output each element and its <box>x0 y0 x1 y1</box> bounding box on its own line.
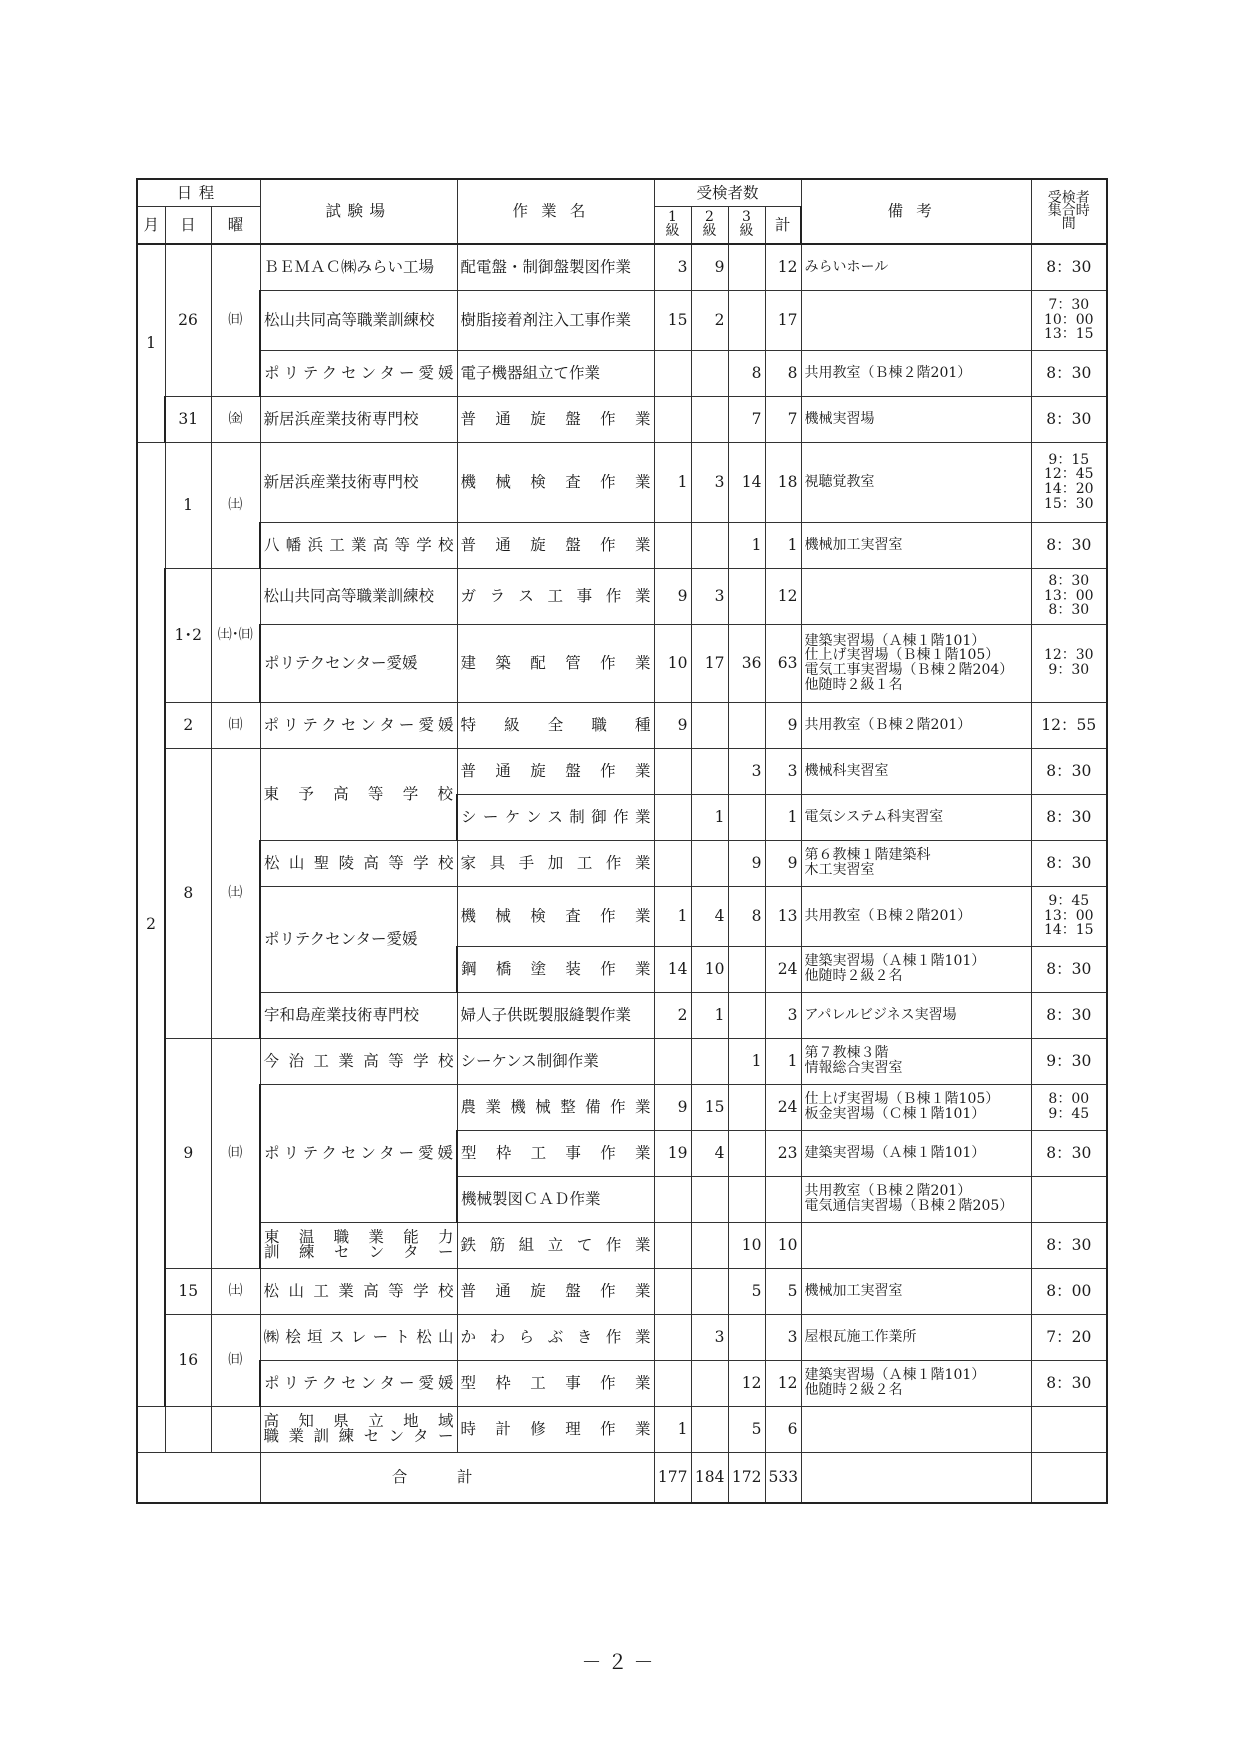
count-total: 9 <box>765 702 801 748</box>
count-g1: 14 <box>654 946 691 992</box>
day-header: 日 <box>165 206 211 244</box>
note-cell: 建築実習場（Ａ棟１階101） 仕上げ実習場（Ｂ棟１階105） 電気工事実習場（Ｂ棟２階204） 他随時２級１名 <box>801 624 1031 702</box>
table-row <box>137 350 1107 396</box>
count-g2: 3 <box>691 442 728 522</box>
count-g3: 5 <box>728 1268 765 1314</box>
day-cell: 9 <box>165 1038 211 1268</box>
count-total: 63 <box>765 624 801 702</box>
total-grade1: 177 <box>654 1452 691 1503</box>
totals-blank <box>137 1452 260 1503</box>
weekday-cell <box>211 1406 260 1452</box>
count-g1: 1 <box>654 886 691 946</box>
count-g3: 36 <box>728 624 765 702</box>
count-g2 <box>691 396 728 442</box>
task-cell: ガラス工事作業 <box>457 568 654 624</box>
grade3-header <box>728 206 765 244</box>
month-cell <box>137 1406 165 1452</box>
venue-header: 試験場 <box>260 179 457 244</box>
note-cell <box>801 568 1031 624</box>
note-cell <box>801 290 1031 350</box>
note-cell: 共用教室（Ｂ棟２階201） 電気通信実習場（Ｂ棟２階205） <box>801 1176 1031 1222</box>
task-cell: 配電盤・制御盤製図作業 <box>457 244 654 290</box>
time-cell: 8：30 <box>1031 946 1107 992</box>
venue-cell: 新居浜産業技術専門校 <box>260 442 457 522</box>
count-g2: 9 <box>691 244 728 290</box>
task-cell: 時計修理作業 <box>457 1406 654 1452</box>
count-g1 <box>654 1360 691 1406</box>
table-row <box>137 992 1107 1038</box>
venue-cell: 松山工業高等学校 <box>260 1268 457 1314</box>
note-cell: 共用教室（Ｂ棟２階201） <box>801 350 1031 396</box>
count-total: 8 <box>765 350 801 396</box>
schedule-body <box>137 244 1107 1452</box>
note-cell: 機械加工実習室 <box>801 522 1031 568</box>
time-cell: 8：30 <box>1031 992 1107 1038</box>
weekday-cell: ㈯ <box>211 442 260 568</box>
count-g1 <box>654 350 691 396</box>
note-cell <box>801 1222 1031 1268</box>
note-cell: 仕上げ実習場（Ｂ棟１階105） 板金実習場（Ｃ棟１階101） <box>801 1084 1031 1130</box>
note-cell: アパレルビジネス実習場 <box>801 992 1031 1038</box>
table-row <box>137 1222 1107 1268</box>
task-cell: 電子機器組立て作業 <box>457 350 654 396</box>
count-g2: 15 <box>691 1084 728 1130</box>
time-cell: 12：55 <box>1031 702 1107 748</box>
totals-label: 合計 <box>260 1452 654 1503</box>
count-g2: 17 <box>691 624 728 702</box>
count-total: 6 <box>765 1406 801 1452</box>
count-g3: 8 <box>728 886 765 946</box>
day-cell: 8 <box>165 748 211 1038</box>
venue-cell: ポリテクセンター愛媛 <box>260 702 457 748</box>
page-number: －２－ <box>581 1650 660 1674</box>
totals-row <box>137 1452 1107 1503</box>
task-cell: 鉄筋組立て作業 <box>457 1222 654 1268</box>
count-g1 <box>654 396 691 442</box>
count-g3 <box>728 702 765 748</box>
count-g2 <box>691 1222 728 1268</box>
day-cell: 15 <box>165 1268 211 1314</box>
examinees-header: 受検者数 <box>654 179 801 206</box>
count-total: 10 <box>765 1222 801 1268</box>
weekday-header: 曜 <box>211 206 260 244</box>
note-cell: 視聴覚教室 <box>801 442 1031 522</box>
note-cell: 建築実習場（Ａ棟１階101） 他随時２級２名 <box>801 946 1031 992</box>
count-g3 <box>728 992 765 1038</box>
count-total: 12 <box>765 1360 801 1406</box>
count-g3: 9 <box>728 840 765 886</box>
note-cell: 機械実習場 <box>801 396 1031 442</box>
count-total: 23 <box>765 1130 801 1176</box>
time-cell: 8：30 <box>1031 748 1107 794</box>
note-header: 備考 <box>801 179 1031 244</box>
weekday-cell: ㈯ <box>211 748 260 1038</box>
table-row <box>137 1314 1107 1360</box>
venue-cell: ポリテクセンター愛媛 <box>260 624 457 702</box>
total-header: 計 <box>765 206 801 244</box>
venue-cell: 今治工業高等学校 <box>260 1038 457 1084</box>
day-cell <box>165 1406 211 1452</box>
table-row <box>137 886 1107 946</box>
day-cell: 2 <box>165 702 211 748</box>
task-cell: シーケンス制御作業 <box>457 1038 654 1084</box>
table-row <box>137 244 1107 290</box>
month-cell: 2 <box>137 442 165 1406</box>
count-g2 <box>691 1176 728 1222</box>
grade2-header <box>691 206 728 244</box>
count-total: 9 <box>765 840 801 886</box>
note-cell: みらいホール <box>801 244 1031 290</box>
task-cell: 建築配管作業 <box>457 624 654 702</box>
weekday-cell: ㈰ <box>211 1038 260 1268</box>
count-g1 <box>654 1222 691 1268</box>
count-g2 <box>691 840 728 886</box>
time-cell: 8：30 <box>1031 1130 1107 1176</box>
time-cell: 8：30 <box>1031 840 1107 886</box>
count-g3 <box>728 1314 765 1360</box>
count-g3 <box>728 1084 765 1130</box>
count-total: 3 <box>765 992 801 1038</box>
note-cell: 共用教室（Ｂ棟２階201） <box>801 886 1031 946</box>
table-row <box>137 1038 1107 1084</box>
time-cell: 8：30 13：00 8：30 <box>1031 568 1107 624</box>
task-cell: 機械検査作業 <box>457 886 654 946</box>
table-row <box>137 396 1107 442</box>
task-cell: 特級全職種 <box>457 702 654 748</box>
note-cell: 建築実習場（Ａ棟１階101） 他随時２級２名 <box>801 1360 1031 1406</box>
grand-total: 533 <box>765 1452 801 1503</box>
month-cell: 1 <box>137 244 165 442</box>
task-cell: 機械検査作業 <box>457 442 654 522</box>
note-cell <box>801 1406 1031 1452</box>
month-header: 月 <box>137 206 165 244</box>
venue-cell: 新居浜産業技術専門校 <box>260 396 457 442</box>
count-g2: 4 <box>691 886 728 946</box>
count-g3: 14 <box>728 442 765 522</box>
count-total: 1 <box>765 522 801 568</box>
task-cell: 型枠工事作業 <box>457 1130 654 1176</box>
count-g1: 9 <box>654 1084 691 1130</box>
assembly-header-text: 受検者集合時間 <box>1047 189 1090 233</box>
venue-cell: 松山共同高等職業訓練校 <box>260 290 457 350</box>
time-cell: 8：00 <box>1031 1268 1107 1314</box>
table-row <box>137 1084 1107 1130</box>
count-g2: 2 <box>691 290 728 350</box>
count-total: 7 <box>765 396 801 442</box>
count-g3 <box>728 568 765 624</box>
task-cell: 型枠工事作業 <box>457 1360 654 1406</box>
task-cell: 普通旋盤作業 <box>457 748 654 794</box>
count-g1: 9 <box>654 702 691 748</box>
grade2-label: 2級 <box>702 209 717 239</box>
time-cell: 8：30 <box>1031 794 1107 840</box>
count-total: 3 <box>765 1314 801 1360</box>
exam-schedule-table <box>136 178 1108 1504</box>
count-total: 5 <box>765 1268 801 1314</box>
count-g2 <box>691 748 728 794</box>
time-cell: 7：30 10：00 13：15 <box>1031 290 1107 350</box>
count-total: 18 <box>765 442 801 522</box>
table-row <box>137 1406 1107 1452</box>
venue-cell: ㈱桧垣スレート松山 <box>260 1314 457 1360</box>
venue-cell: 東温職業能力 訓練センター <box>260 1222 457 1268</box>
count-g3 <box>728 946 765 992</box>
count-g2 <box>691 702 728 748</box>
count-total: 24 <box>765 946 801 992</box>
task-cell: かわらぶき作業 <box>457 1314 654 1360</box>
task-cell: 普通旋盤作業 <box>457 396 654 442</box>
count-g1 <box>654 1176 691 1222</box>
count-g2 <box>691 522 728 568</box>
venue-cell: ポリテクセンター愛媛 <box>260 1084 457 1222</box>
count-total: 3 <box>765 748 801 794</box>
count-total: 1 <box>765 794 801 840</box>
count-g2 <box>691 1038 728 1084</box>
table-row <box>137 568 1107 624</box>
task-cell: 機械製図ＣＡＤ作業 <box>457 1176 654 1222</box>
count-g2 <box>691 1360 728 1406</box>
weekday-cell: ㈮ <box>211 396 260 442</box>
table-row <box>137 1268 1107 1314</box>
note-cell: 電気システム科実習室 <box>801 794 1031 840</box>
task-cell: シーケンス制御作業 <box>457 794 654 840</box>
count-g3: 5 <box>728 1406 765 1452</box>
day-cell: 26 <box>165 244 211 396</box>
count-g1 <box>654 794 691 840</box>
count-g3: 1 <box>728 1038 765 1084</box>
task-cell: 普通旋盤作業 <box>457 522 654 568</box>
task-cell: 普通旋盤作業 <box>457 1268 654 1314</box>
count-g3: 1 <box>728 522 765 568</box>
day-cell: 16 <box>165 1314 211 1406</box>
grade3-label: 3級 <box>739 209 754 239</box>
weekday-cell: ㈰ <box>211 244 260 396</box>
totals-note-blank <box>801 1452 1031 1503</box>
time-cell <box>1031 1406 1107 1452</box>
count-g2: 1 <box>691 992 728 1038</box>
note-cell: 共用教室（Ｂ棟２階201） <box>801 702 1031 748</box>
table-row <box>137 1360 1107 1406</box>
count-g1 <box>654 840 691 886</box>
time-cell: 9：15 12：45 14：20 15：30 <box>1031 442 1107 522</box>
note-cell: 機械科実習室 <box>801 748 1031 794</box>
count-total: 1 <box>765 1038 801 1084</box>
venue-cell: ポリテクセンター愛媛 <box>260 350 457 396</box>
count-g1: 1 <box>654 1406 691 1452</box>
assembly-header <box>1031 179 1107 244</box>
time-cell: 8：30 <box>1031 396 1107 442</box>
venue-cell: 宇和島産業技術専門校 <box>260 992 457 1038</box>
count-g3 <box>728 244 765 290</box>
time-cell: 8：30 <box>1031 350 1107 396</box>
count-g3 <box>728 290 765 350</box>
count-total: 12 <box>765 244 801 290</box>
weekday-cell: ㈰ <box>211 1314 260 1406</box>
count-g1: 15 <box>654 290 691 350</box>
table-row <box>137 522 1107 568</box>
task-cell: 農業機械整備作業 <box>457 1084 654 1130</box>
note-cell: 第６教棟１階建築科 木工実習室 <box>801 840 1031 886</box>
time-cell: 8：30 <box>1031 522 1107 568</box>
time-cell: 9：45 13：00 14：15 <box>1031 886 1107 946</box>
count-g2: 4 <box>691 1130 728 1176</box>
venue-cell: 松山共同高等職業訓練校 <box>260 568 457 624</box>
count-total: 12 <box>765 568 801 624</box>
count-g3: 10 <box>728 1222 765 1268</box>
venue-cell: 高知県立地域 職業訓練センター <box>260 1406 457 1452</box>
venue-cell: 松山聖陵高等学校 <box>260 840 457 886</box>
count-g1 <box>654 522 691 568</box>
table-row <box>137 840 1107 886</box>
note-cell: 機械加工実習室 <box>801 1268 1031 1314</box>
count-g2 <box>691 350 728 396</box>
count-g2 <box>691 1406 728 1452</box>
count-g2: 3 <box>691 1314 728 1360</box>
note-cell: 建築実習場（Ａ棟１階101） <box>801 1130 1031 1176</box>
task-cell: 家具手加工作業 <box>457 840 654 886</box>
task-cell: 鋼橋塗装作業 <box>457 946 654 992</box>
grade1-label: 1級 <box>665 209 680 239</box>
totals-time-blank <box>1031 1452 1107 1503</box>
table-row <box>137 702 1107 748</box>
time-cell: 9：30 <box>1031 1038 1107 1084</box>
count-total <box>765 1176 801 1222</box>
total-grade3: 172 <box>728 1452 765 1503</box>
time-cell: 8：30 <box>1031 244 1107 290</box>
venue-cell: ＢＥＭＡＣ㈱みらい工場 <box>260 244 457 290</box>
count-g1 <box>654 748 691 794</box>
count-g1: 3 <box>654 244 691 290</box>
table-row <box>137 290 1107 350</box>
count-g3 <box>728 794 765 840</box>
count-g2 <box>691 1268 728 1314</box>
count-g3: 8 <box>728 350 765 396</box>
count-g1 <box>654 1038 691 1084</box>
count-g3 <box>728 1176 765 1222</box>
count-g1: 10 <box>654 624 691 702</box>
time-cell: 8：00 9：45 <box>1031 1084 1107 1130</box>
count-total: 24 <box>765 1084 801 1130</box>
weekday-cell: ㈰ <box>211 702 260 748</box>
total-grade2: 184 <box>691 1452 728 1503</box>
venue-cell: ポリテクセンター愛媛 <box>260 886 457 992</box>
time-cell: 12：30 9：30 <box>1031 624 1107 702</box>
count-g3: 3 <box>728 748 765 794</box>
count-g1 <box>654 1314 691 1360</box>
day-cell: 1 <box>165 442 211 568</box>
note-cell: 屋根瓦施工作業所 <box>801 1314 1031 1360</box>
count-total: 17 <box>765 290 801 350</box>
venue-cell: 東予高等学校 <box>260 748 457 840</box>
count-g1: 2 <box>654 992 691 1038</box>
table-row <box>137 442 1107 522</box>
task-cell: 婦人子供既製服縫製作業 <box>457 992 654 1038</box>
count-g2: 10 <box>691 946 728 992</box>
count-g3: 12 <box>728 1360 765 1406</box>
time-cell <box>1031 1176 1107 1222</box>
day-cell: 31 <box>165 396 211 442</box>
count-g1: 19 <box>654 1130 691 1176</box>
day-cell: 1･2 <box>165 568 211 702</box>
weekday-cell: ㈯ <box>211 1268 260 1314</box>
count-total: 13 <box>765 886 801 946</box>
task-header: 作業名 <box>457 179 654 244</box>
count-g2: 1 <box>691 794 728 840</box>
count-g1: 9 <box>654 568 691 624</box>
time-cell: 8：30 <box>1031 1360 1107 1406</box>
time-cell: 8：30 <box>1031 1222 1107 1268</box>
task-cell: 樹脂接着剤注入工事作業 <box>457 290 654 350</box>
table-row <box>137 748 1107 794</box>
count-g1: 1 <box>654 442 691 522</box>
table-row <box>137 624 1107 702</box>
count-g3: 7 <box>728 396 765 442</box>
schedule-header: 日程 <box>137 179 260 206</box>
count-g3 <box>728 1130 765 1176</box>
venue-cell: ポリテクセンター愛媛 <box>260 1360 457 1406</box>
grade1-header <box>654 206 691 244</box>
note-cell: 第７教棟３階 情報総合実習室 <box>801 1038 1031 1084</box>
count-g2: 3 <box>691 568 728 624</box>
count-g1 <box>654 1268 691 1314</box>
time-cell: 7：20 <box>1031 1314 1107 1360</box>
weekday-cell: ㈯･㈰ <box>211 568 260 702</box>
venue-cell: 八幡浜工業高等学校 <box>260 522 457 568</box>
